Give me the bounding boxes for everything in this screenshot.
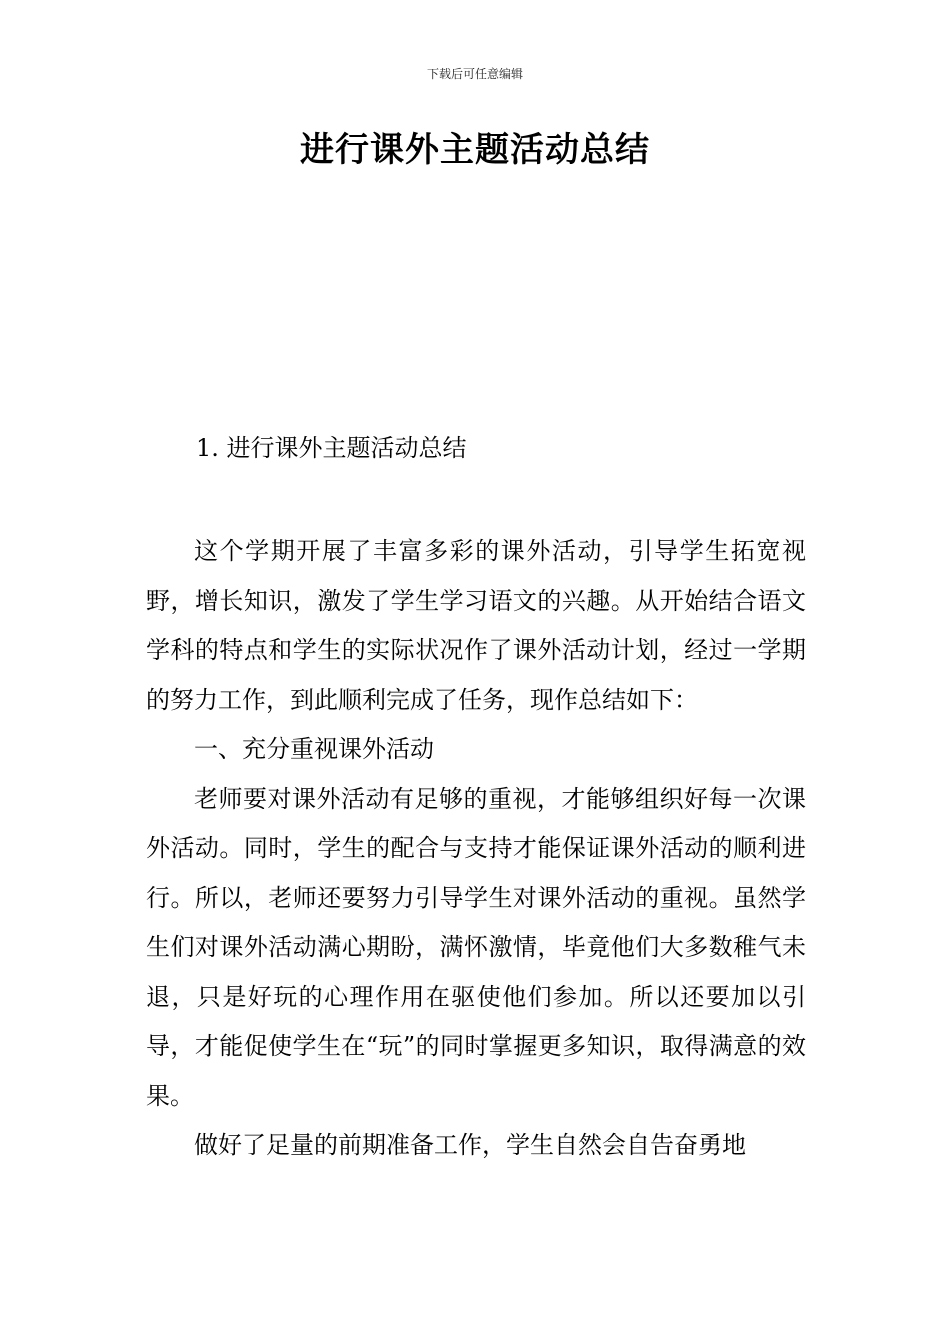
page-header-note: 下载后可任意编辑: [426, 67, 523, 81]
paragraph-subheading: 一、充分重视课外活动: [194, 735, 434, 763]
paragraph-importance: 老师要对课外活动有足够的重视，才能够组织好每一次课外活动。同时，学生的配合与支持才能保证课外活动的顺利进行。所以，老师还要努力引导学生对课外活动的重视。虽然学生们对课外活动满心期盼，满怀激情，毕竟他们大多数稚气未退，只是好玩的心理作用在驱使他们参加。所以还要加以引导，才能促使学生在“玩”的同时掌握更多知识，取得满意的效果。: [146, 784, 806, 1110]
paragraph-intro: 这个学期开展了丰富多彩的课外活动，引导学生拓宽视野，增长知识，激发了学生学习语文的兴趣。从开始结合语文学科的特点和学生的实际状况作了课外活动计划，经过一学期的努力工作，到此顺利完成了任务，现作总结如下：: [146, 537, 806, 714]
paragraph-preparation: 做好了足量的前期准备工作，学生自然会自告奋勇地: [194, 1131, 746, 1159]
section-heading: 1. 进行课外主题活动总结: [196, 434, 467, 462]
document-title: 进行课外主题活动总结: [300, 130, 650, 170]
document-body: [146, 527, 806, 1171]
